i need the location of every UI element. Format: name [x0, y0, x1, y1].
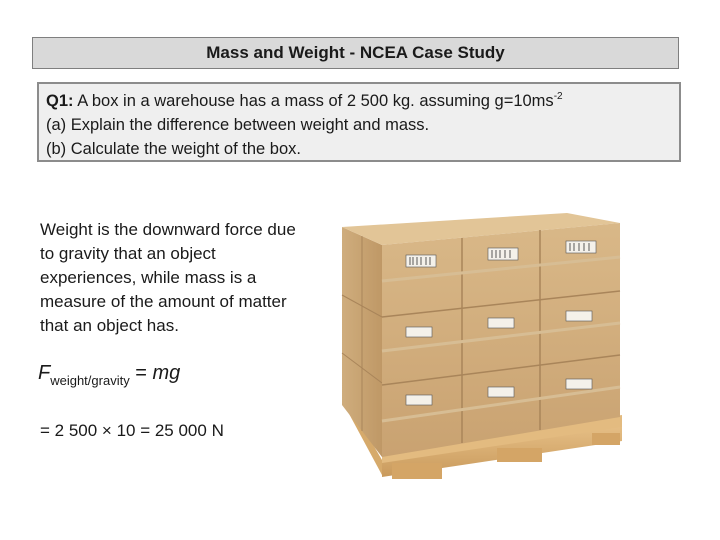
question-line — [46, 89, 679, 113]
formula-rhs: mg — [152, 362, 181, 384]
formula-f: F — [38, 362, 51, 384]
answer-explanation: Weight is the downward force due to gravity that an object experiences, while mass is a measure of the amount of matter that an object has. — [40, 220, 296, 335]
unit-exponent: -2 — [553, 91, 563, 102]
formula-subscript: weight/gravity — [50, 373, 130, 388]
pallet-of-boxes-image — [322, 205, 662, 485]
question-label: Q1: — [46, 92, 74, 110]
question-part-a: (a) Explain the difference between weight and mass. — [46, 116, 430, 134]
question-text: A box in a warehouse has a mass of 2 500 kg. assuming g=10ms — [73, 92, 554, 110]
question-part-b: (b) Calculate the weight of the box. — [46, 140, 301, 158]
question-box — [37, 82, 681, 162]
formula-equals: = — [129, 362, 153, 384]
weight-formula — [38, 362, 180, 388]
weight-calculation: = 2 500 × 10 = 25 000 N — [40, 421, 224, 440]
slide-title: Mass and Weight - NCEA Case Study — [32, 37, 679, 69]
